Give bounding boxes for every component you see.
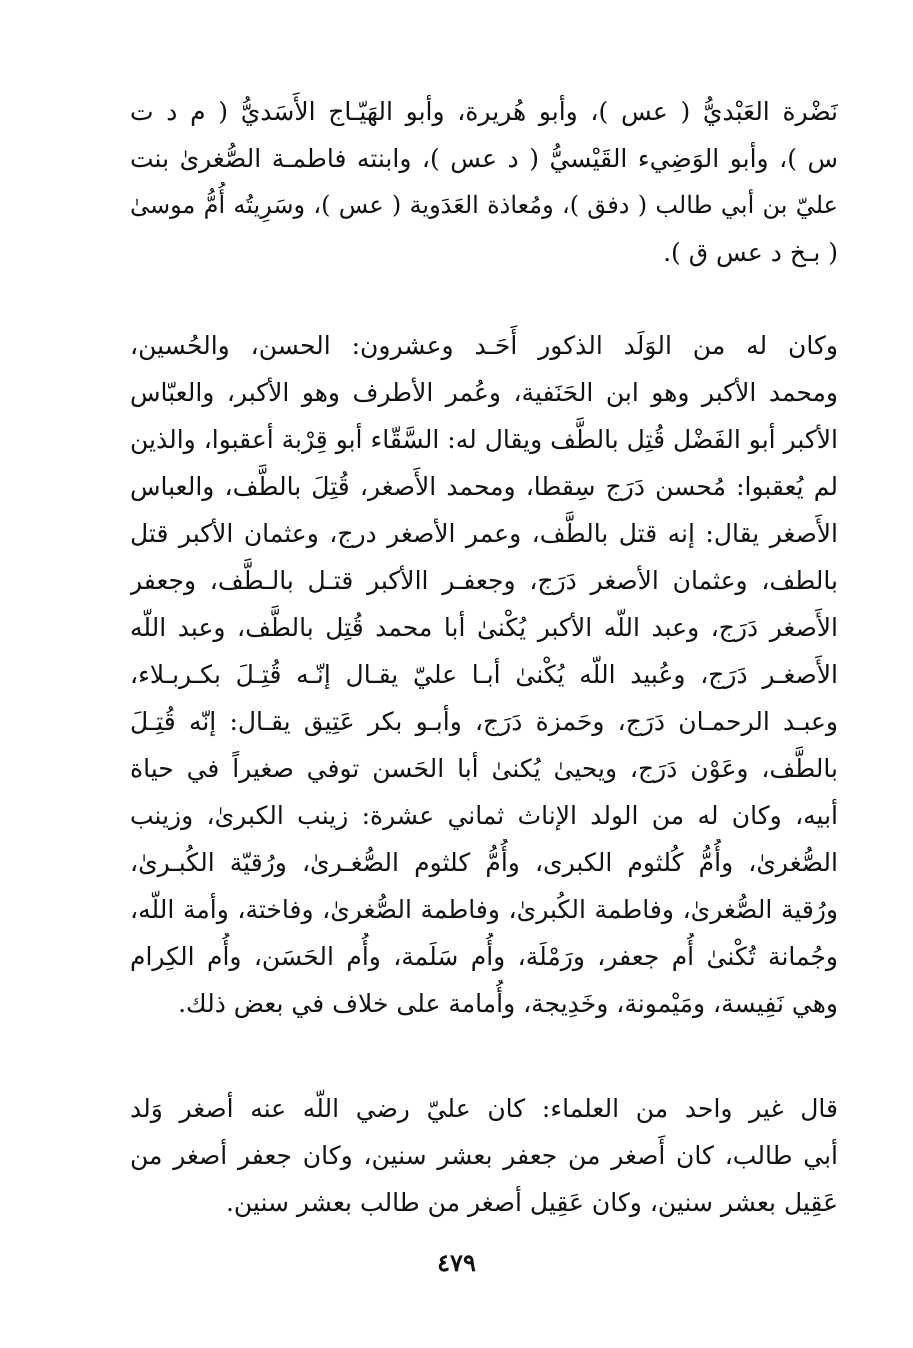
text-line: أبي طالب، كان أَصغر من جعفر بعشر سنين، وكان جعفر أصغر من [130, 1141, 838, 1170]
text-line: وهي نَفِيسة، ومَيْمونة، وخَدِيجة، وأُمامة على خلاف في بعض ذلك. [178, 989, 838, 1018]
text-line: بالطَّف، وعَوْن دَرَج، ويحيىٰ يُكنىٰ أبا الحَسن توفي صغيراً في حياة [130, 754, 838, 783]
page-number: ٤٧٩ [437, 1248, 476, 1277]
text-line: بالطف، وعثمان الأصغر دَرَج، وجعفـر االأكبر قتـل بالـطَّف، وجعفر [130, 566, 838, 595]
text-line: لم يُعقبوا: مُحسن دَرَج سِقطا، ومحمد الأَصغر، قُتِلَ بالطَّف، والعباس [130, 472, 838, 501]
paragraph-children [130, 322, 838, 1027]
text-line: أبيه، وكان له من الولد الإناث ثماني عشرة: زينب الكبرىٰ، وزينب [130, 801, 838, 830]
text-line: الأكبر أبو الفَضْل قُتِل بالطَّف ويقال له: السَّقّاء أبو قِرْبة أعقبوا، والذين [130, 425, 838, 454]
text-line: وعبـد الرحمـان دَرَج، وحَمزة دَرَج، وأبـو بكر عَتِيق يقـال: إنّه قُتِـلَ [130, 707, 838, 736]
text-line: الصُّغرىٰ، وأُمُّ كُلثوم الكبرى، وأُمُّ كلثوم الصُّغـرىٰ، ورُقيّة الكُبـرىٰ، [130, 848, 838, 877]
paragraph-narrators [130, 88, 838, 276]
text-line: عَقِيل بعشر سنين، وكان عَقِيل أصغر من طالب بعشر سنين. [225, 1188, 838, 1217]
text-line: الأَصغـر دَرَج، وعُبيد اللّه يُكْنىٰ أبـا عليّ يقـال إنّـه قُتِـلَ بكـربـلاء، [130, 660, 838, 689]
text-line: عليّ بن أبي طالب ( دفق )، ومُعاذة العَدَوية ( عس )، وسَرِيتُه أُمُّ موسىٰ [130, 191, 838, 219]
paragraph-ages [130, 1085, 838, 1226]
text-line: وكان له من الوَلَد الذكور أَحَـد وعشرون: الحسن، والحُسين، [130, 331, 838, 360]
text-line: قال غير واحد من العلماء: كان عليّ رضي اللّه عنه أصغر وَلد [130, 1094, 838, 1123]
text-line: س )، وأبو الوَضِيء القَيْسيُّ ( د عس )، وابنته فاطمـة الصُّغرىٰ بنت [130, 144, 838, 173]
text-line: ( بـخ د عس ق ). [663, 238, 838, 267]
text-line: نَضْرة العَبْديُّ ( عس )، وأبو هُريرة، وأبو الهَيّـاج الأَسَديُّ ( م د ت [130, 97, 838, 126]
text-line: ورُقية الصُّغرىٰ، وفاطمة الكُبرىٰ، وفاطمة الصُّغرىٰ، وفاختة، وأمة اللّه، [130, 895, 838, 924]
text-line: وجُمانة تُكْنىٰ أُم جعفر، ورَمْلَة، وأُم سَلَمة، وأُم الحَسَن، وأُم الكِرام [130, 942, 838, 971]
text-line: الأَصغر دَرَج، وعبد اللّه الأكبر يُكْنىٰ أبا محمد قُتِل بالطَّف، وعبد اللّه [130, 613, 838, 642]
text-line: ومحمد الأكبر وهو ابن الحَنَفية، وعُمر الأطرف وهو الأكبر، والعبّاس [130, 378, 838, 407]
text-line: الأَصغر يقال: إنه قتل بالطَّف، وعمر الأصغر درج، وعثمان الأكبر قتل [130, 519, 838, 548]
